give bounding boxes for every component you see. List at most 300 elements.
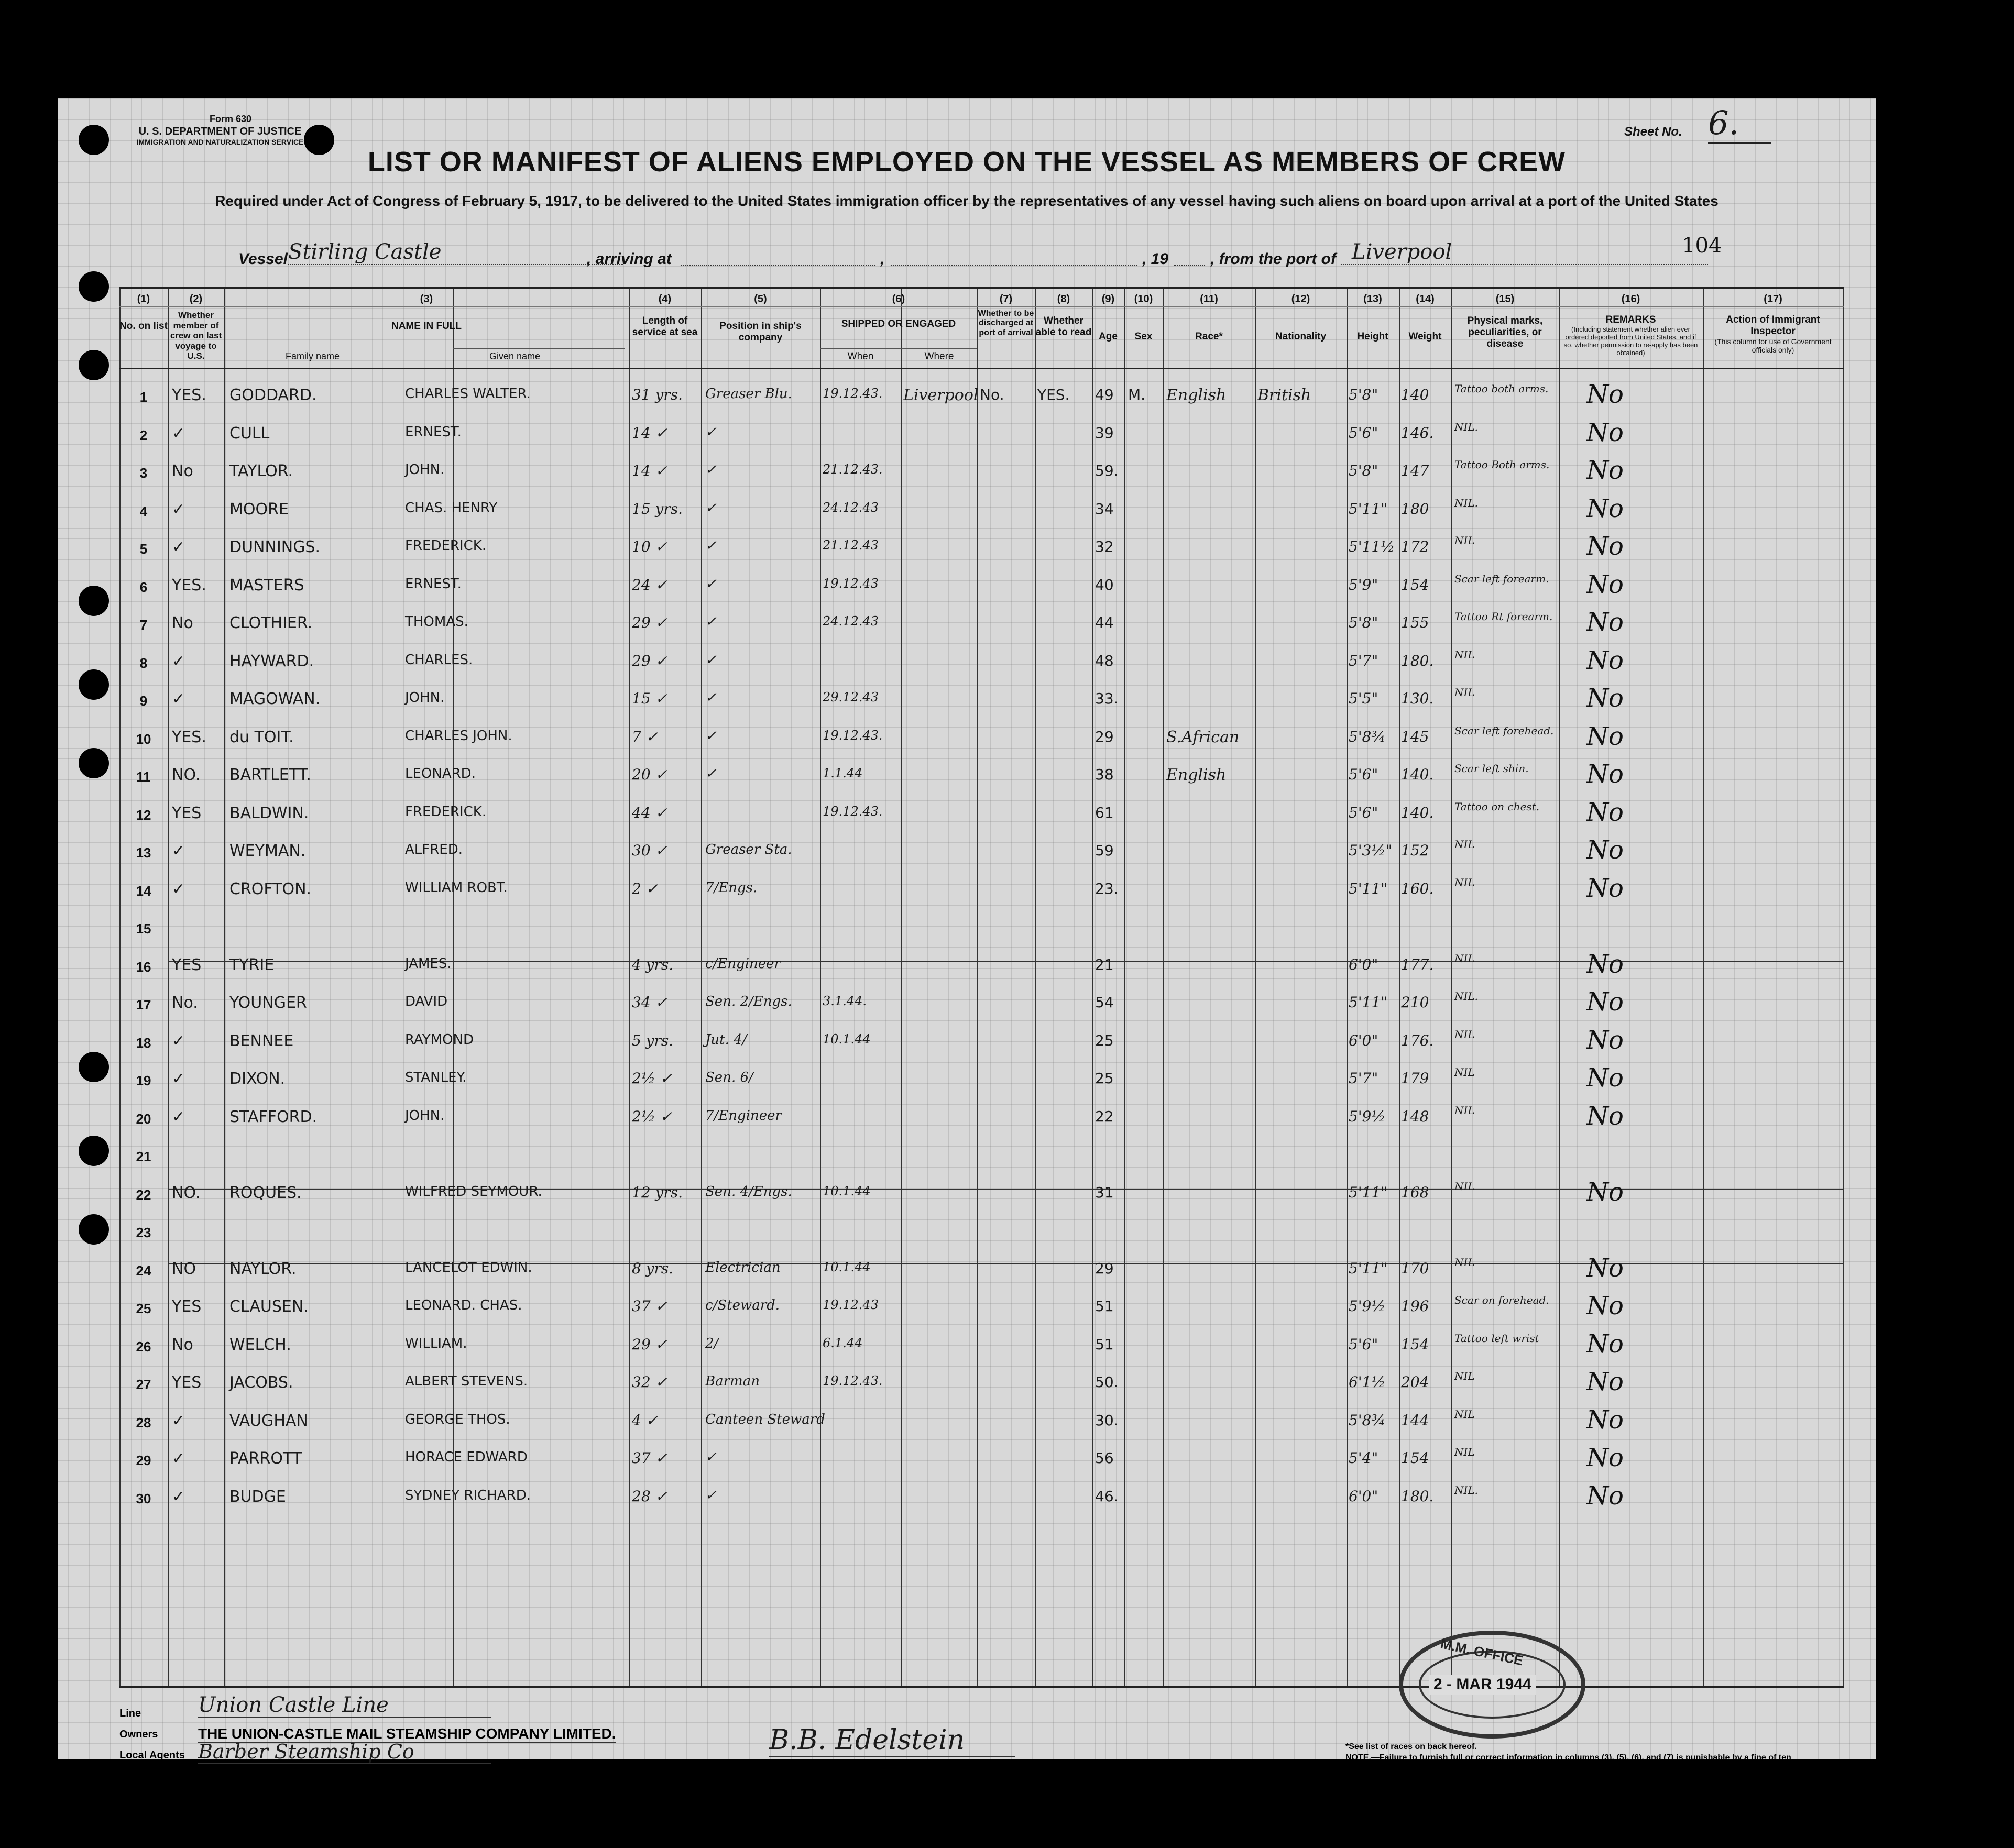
- vessel-name: Stirling Castle: [288, 240, 623, 265]
- cell-family-name: BARTLETT.: [229, 766, 311, 784]
- table-row: [119, 1255, 1844, 1292]
- cell-shipped-when: 19.12.43: [823, 576, 879, 591]
- cell-age: 39: [1095, 424, 1114, 442]
- table-row: [119, 1064, 1844, 1102]
- cell-position: ✓: [705, 690, 717, 706]
- column-header-prev-voyage: Whether member of crew on last voyage to U.S.: [170, 310, 222, 361]
- cell-given-name: WILFRED SEYMOUR.: [405, 1183, 542, 1200]
- cell-service: 15 ✓: [632, 690, 667, 707]
- cell-given-name: ERNEST.: [405, 424, 462, 440]
- cell-service: 14 ✓: [632, 424, 667, 442]
- cell-prev-voyage: NO.: [172, 766, 201, 784]
- column-number: (3): [420, 293, 433, 305]
- cell-service: 8 yrs.: [632, 1259, 674, 1277]
- cell-weight: 176.: [1401, 1031, 1434, 1049]
- punch-hole: [79, 1052, 109, 1082]
- cell-physical-marks: [1454, 1142, 1558, 1176]
- manifest-sheet: [58, 98, 1876, 1789]
- cell-race: S.African: [1166, 728, 1240, 746]
- cell-service: 29 ✓: [632, 1335, 667, 1353]
- cell-shipped-when: 19.12.43.: [823, 804, 883, 819]
- owners-value: THE UNION-CASTLE MAIL STEAMSHIP COMPANY LIMITED.: [198, 1725, 616, 1743]
- cell-row-number: 28: [136, 1414, 151, 1431]
- cell-position: Greaser Blu.: [705, 386, 792, 402]
- cell-shipped-when: 6.1.44: [823, 1335, 863, 1350]
- cell-row-number: 9: [139, 693, 148, 709]
- manifest-footer: [119, 1686, 1844, 1789]
- cell-age: 46.: [1095, 1487, 1119, 1505]
- cell-age: 56: [1095, 1449, 1114, 1467]
- cell-physical-marks: [1454, 915, 1558, 948]
- cell-weight: 168: [1401, 1183, 1429, 1201]
- cell-position: ✓: [705, 500, 717, 516]
- cell-height: 6'1½: [1349, 1373, 1386, 1391]
- table-row: [119, 875, 1844, 912]
- cell-position: ✓: [705, 614, 717, 630]
- column-number: (2): [189, 293, 203, 305]
- from-port: Liverpool: [1341, 240, 1708, 265]
- cell-remarks: No: [1586, 1481, 1624, 1511]
- cell-height: 6'0": [1349, 1487, 1378, 1505]
- cell-age: 40: [1095, 576, 1114, 593]
- table-row: [119, 533, 1844, 570]
- cell-family-name: GODDARD.: [229, 386, 317, 404]
- cell-weight: 210: [1401, 994, 1429, 1011]
- cell-service: 29 ✓: [632, 614, 667, 631]
- cell-remarks: No: [1586, 1025, 1624, 1055]
- cell-shipped-when: 10.1.44: [823, 1031, 871, 1047]
- cell-position: ✓: [705, 1449, 717, 1465]
- cell-physical-marks: NIL: [1454, 876, 1475, 889]
- cell-shipped-when: 21.12.43.: [823, 462, 883, 477]
- subheader-family-name: Family name: [285, 351, 340, 361]
- cell-age: 54: [1095, 994, 1114, 1011]
- cell-row-number: 5: [139, 541, 148, 557]
- cell-family-name: CROFTON.: [229, 879, 312, 898]
- cell-physical-marks: Tattoo Both arms.: [1454, 458, 1550, 471]
- punch-hole: [79, 669, 109, 700]
- cell-given-name: CHARLES WALTER.: [405, 386, 531, 402]
- cell-prev-voyage: ✓: [172, 1031, 185, 1050]
- cell-height: 5'8¾: [1349, 728, 1386, 745]
- cell-given-name: JOHN.: [405, 690, 445, 706]
- cell-age: 21: [1095, 955, 1114, 973]
- cell-row-number: 4: [139, 503, 148, 519]
- cell-prev-voyage: No: [172, 614, 193, 632]
- cell-remarks: No: [1586, 493, 1624, 523]
- cell-weight: 196: [1401, 1297, 1429, 1315]
- cell-service: 15 yrs.: [632, 500, 683, 518]
- column-header-discharged: Whether to be discharged at port of arrival: [978, 309, 1034, 337]
- column-header-marks: Physical marks, peculiarities, or disease: [1467, 315, 1543, 349]
- cell-family-name: BUDGE: [229, 1487, 286, 1506]
- cell-prev-voyage: YES: [172, 1373, 202, 1392]
- table-row: [119, 419, 1844, 457]
- cell-remarks: No: [1586, 721, 1624, 751]
- cell-family-name: WEYMAN.: [229, 842, 306, 860]
- cell-physical-marks: NIL: [1454, 1066, 1475, 1079]
- table-row: [119, 1482, 1844, 1520]
- cell-service: 2½ ✓: [632, 1070, 673, 1087]
- cell-position: ✓: [705, 462, 717, 478]
- cell-age: 31: [1095, 1183, 1114, 1201]
- cell-row-number: 21: [136, 1149, 151, 1164]
- cell-family-name: DIXON.: [229, 1070, 286, 1088]
- punch-hole: [79, 350, 109, 380]
- cell-physical-marks: Scar on forehead.: [1454, 1294, 1549, 1306]
- cell-age: 29: [1095, 728, 1114, 745]
- cell-height: 5'9½: [1349, 1107, 1386, 1125]
- column-number: (10): [1134, 293, 1153, 305]
- cell-shipped-when: 24.12.43: [823, 614, 879, 629]
- cell-shipped-when: 10.1.44: [823, 1183, 871, 1198]
- cell-read: YES.: [1037, 386, 1070, 403]
- cell-given-name: GEORGE THOS.: [405, 1411, 510, 1427]
- cell-row-number: 19: [136, 1073, 151, 1088]
- owners-label: Owners: [119, 1729, 158, 1740]
- cell-service: 2 ✓: [632, 879, 659, 897]
- cell-physical-marks: NIL: [1454, 1104, 1475, 1117]
- cell-height: 5'11": [1349, 879, 1388, 897]
- cell-family-name: TAYLOR.: [229, 462, 293, 480]
- column-header-action: Action of Immigrant Inspector: [1726, 314, 1820, 337]
- cell-given-name: ERNEST.: [405, 576, 462, 592]
- table-row: [119, 1179, 1844, 1216]
- cell-family-name: STAFFORD.: [229, 1107, 318, 1126]
- cell-row-number: 17: [136, 997, 151, 1013]
- page-subtitle: Required under Act of Congress of February 5, 1917, to be delivered to the United States immigration officer by the representatives of any vessel having such aliens on board upon arrival at a port of the United States: [215, 193, 1719, 209]
- cell-prev-voyage: ✓: [172, 500, 185, 519]
- cell-position: ✓: [705, 728, 717, 744]
- cell-service: 30 ✓: [632, 842, 667, 859]
- table-row: [119, 761, 1844, 798]
- cell-physical-marks: NIL: [1454, 1028, 1475, 1041]
- cell-height: 5'6": [1349, 804, 1378, 821]
- column-header-no: No. on list: [119, 321, 168, 332]
- cell-service: 34 ✓: [632, 994, 667, 1011]
- cell-position: c/Engineer: [705, 955, 781, 972]
- cell-prev-voyage: ✓: [172, 842, 185, 860]
- punch-hole: [79, 748, 109, 778]
- cell-remarks: No: [1586, 1177, 1624, 1207]
- page-title: LIST OR MANIFEST OF ALIENS EMPLOYED ON THE VESSEL AS MEMBERS OF CREW: [367, 146, 1566, 178]
- cell-remarks: No: [1586, 645, 1624, 675]
- cell-row-number: 24: [136, 1262, 151, 1279]
- cell-remarks: No: [1586, 1443, 1624, 1472]
- cell-physical-marks: Tattoo Rt forearm.: [1454, 610, 1553, 623]
- cell-remarks: No: [1586, 1253, 1624, 1283]
- cell-physical-marks: NIL: [1454, 838, 1475, 851]
- column-header-age: Age: [1099, 331, 1118, 342]
- cell-given-name: JAMES.: [405, 955, 452, 972]
- table-row: [119, 1368, 1844, 1406]
- table-row: [119, 912, 1844, 950]
- cell-weight: 145: [1401, 728, 1429, 745]
- cell-service: 4 yrs.: [632, 955, 674, 973]
- table-row: [119, 571, 1844, 609]
- cell-weight: 154: [1401, 1449, 1429, 1467]
- cell-height: 5'11": [1349, 1183, 1388, 1201]
- cell-family-name: YOUNGER: [229, 994, 307, 1012]
- cell-family-name: BALDWIN.: [229, 804, 309, 822]
- cell-height: 5'8": [1349, 462, 1378, 479]
- cell-shipped-when: 3.1.44.: [823, 994, 867, 1008]
- cell-age: 30.: [1095, 1411, 1119, 1429]
- cell-age: 59.: [1095, 462, 1119, 479]
- cell-physical-marks: NIL: [1454, 1446, 1475, 1458]
- cell-weight: 152: [1401, 842, 1429, 859]
- cell-weight: 155: [1401, 614, 1429, 631]
- table-row: [119, 609, 1844, 646]
- cell-prev-voyage: NO.: [172, 1183, 201, 1202]
- column-header-height: Height: [1357, 331, 1388, 342]
- table-row: [119, 647, 1844, 685]
- cell-remarks: No: [1586, 456, 1624, 485]
- cell-height: 5'6": [1349, 1335, 1378, 1353]
- cell-service: 14 ✓: [632, 462, 667, 479]
- column-number: (17): [1764, 293, 1782, 305]
- cell-remarks: No: [1586, 987, 1624, 1017]
- column-header-shipped: SHIPPED OR ENGAGED: [841, 318, 956, 329]
- cell-remarks: No: [1586, 760, 1624, 789]
- cell-weight: 140.: [1401, 804, 1434, 821]
- cell-service: 5 yrs.: [632, 1031, 674, 1049]
- cell-weight: 154: [1401, 576, 1429, 593]
- cell-prev-voyage: YES: [172, 804, 202, 822]
- cell-row-number: 26: [136, 1338, 151, 1355]
- cell-family-name: PARROTT: [229, 1449, 302, 1468]
- table-row: [119, 495, 1844, 533]
- cell-position: ✓: [705, 538, 717, 554]
- cell-position: ✓: [705, 424, 717, 440]
- cell-shipped-when: 19.12.43.: [823, 1373, 883, 1388]
- cell-shipped-when: 19.12.43.: [823, 728, 883, 743]
- cell-age: 50.: [1095, 1373, 1119, 1391]
- cell-weight: 140: [1401, 386, 1429, 403]
- column-number: (15): [1495, 293, 1515, 305]
- cell-family-name: MASTERS: [229, 576, 304, 595]
- inspector-signature: B.B. Edelstein: [769, 1724, 1015, 1757]
- cell-age: 34: [1095, 500, 1114, 518]
- cell-prev-voyage: ✓: [172, 538, 185, 556]
- cell-row-number: 18: [136, 1035, 151, 1051]
- cell-weight: 148: [1401, 1107, 1429, 1125]
- cell-given-name: RAYMOND: [405, 1031, 474, 1048]
- cell-service: 29 ✓: [632, 652, 667, 669]
- cell-remarks: No: [1586, 797, 1624, 827]
- cell-physical-marks: Tattoo on chest.: [1454, 800, 1540, 813]
- cell-remarks: No: [1586, 380, 1624, 409]
- year-label: ,: [880, 250, 885, 268]
- cell-service: 32 ✓: [632, 1373, 667, 1391]
- cell-row-number: 22: [136, 1186, 151, 1203]
- cell-position: 7/Engs.: [705, 879, 758, 896]
- column-header-sex: Sex: [1134, 331, 1153, 342]
- cell-position: c/Steward.: [705, 1297, 780, 1313]
- column-number: (16): [1621, 293, 1640, 305]
- cell-age: 38: [1095, 766, 1114, 783]
- cell-family-name: ROQUES.: [229, 1183, 302, 1202]
- cell-age: 32: [1095, 538, 1114, 555]
- cell-remarks: No: [1586, 569, 1624, 599]
- cell-service: 37 ✓: [632, 1449, 667, 1467]
- cell-given-name: SYDNEY RICHARD.: [405, 1487, 531, 1503]
- cell-given-name: ALFRED.: [405, 842, 463, 857]
- cell-family-name: NAYLOR.: [229, 1259, 297, 1278]
- cell-shipped-when: 19.12.43.: [823, 386, 883, 401]
- cell-physical-marks: Scar left forearm.: [1454, 572, 1549, 585]
- crew-table: [119, 287, 1844, 1688]
- cell-position: Barman: [705, 1373, 760, 1389]
- table-row: [119, 1444, 1844, 1482]
- cell-position: Greaser Sta.: [705, 842, 792, 857]
- cell-remarks: No: [1586, 949, 1624, 979]
- cell-given-name: ALBERT STEVENS.: [405, 1373, 528, 1389]
- cell-row-number: 23: [136, 1225, 151, 1240]
- cell-weight: 177.: [1401, 955, 1434, 973]
- inspector-label: Immigrant Inspector.: [905, 1760, 999, 1770]
- cell-prev-voyage: No.: [172, 994, 198, 1012]
- cell-given-name: CHARLES JOHN.: [405, 728, 512, 744]
- cell-age: 29: [1095, 1259, 1114, 1277]
- cell-family-name: VAUGHAN: [229, 1411, 308, 1430]
- column-number: (7): [999, 293, 1013, 305]
- table-row: [119, 685, 1844, 722]
- from-port-label: , from the port of: [1210, 250, 1336, 268]
- cell-row-number: 11: [136, 769, 151, 785]
- table-row: [119, 1216, 1844, 1254]
- cell-weight: 147: [1401, 462, 1429, 479]
- stamp-date: 2 - MAR 1944: [1429, 1675, 1536, 1695]
- column-number: (1): [137, 293, 150, 305]
- cell-row-number: 16: [136, 959, 151, 975]
- cell-family-name: CLAUSEN.: [229, 1297, 309, 1316]
- table-row: [119, 1140, 1844, 1178]
- cell-position: 7/Engineer: [705, 1107, 782, 1124]
- cell-shipped-when: 21.12.43: [823, 538, 879, 553]
- cell-remarks: No: [1586, 873, 1624, 903]
- cell-remarks: No: [1586, 835, 1624, 865]
- cell-given-name: CHARLES.: [405, 652, 473, 668]
- cell-age: 44: [1095, 614, 1114, 631]
- cell-height: 5'8": [1349, 386, 1378, 403]
- cell-age: 25: [1095, 1031, 1114, 1049]
- arriving-label: , arriving at: [587, 250, 672, 268]
- cell-height: 5'11½: [1349, 538, 1395, 555]
- cell-prev-voyage: YES.: [172, 728, 206, 746]
- cell-height: 5'11": [1349, 1259, 1388, 1277]
- cell-family-name: CULL: [229, 424, 270, 443]
- cell-row-number: 29: [136, 1453, 151, 1468]
- cell-physical-marks: NIL: [1454, 1407, 1475, 1421]
- column-number: (5): [754, 293, 767, 305]
- cell-height: 5'3½": [1349, 842, 1393, 859]
- cell-remarks: No: [1586, 1291, 1624, 1321]
- cell-prev-voyage: ✓: [172, 1449, 185, 1468]
- cell-height: 5'4": [1349, 1449, 1378, 1467]
- list-number: 104: [1682, 234, 1722, 258]
- column-number: (8): [1057, 293, 1070, 305]
- cell-row-number: 14: [136, 883, 151, 899]
- cell-age: 59: [1095, 842, 1114, 859]
- cell-weight: 160.: [1401, 879, 1434, 897]
- cell-given-name: LEONARD.: [405, 766, 476, 782]
- cell-weight: 172: [1401, 538, 1429, 555]
- cell-position: ✓: [705, 576, 717, 592]
- cell-service: 4 ✓: [632, 1411, 659, 1429]
- cell-service: 31 yrs.: [632, 386, 683, 403]
- table-row: [119, 457, 1844, 494]
- cell-prev-voyage: ✓: [172, 1070, 185, 1088]
- cell-weight: 204: [1401, 1373, 1429, 1391]
- agents-value: Barber Steamship Co: [198, 1740, 491, 1764]
- arriving-field: [681, 265, 875, 266]
- cell-age: 61: [1095, 804, 1114, 821]
- cell-row-number: 7: [139, 617, 148, 633]
- cell-shipped-when: 1.1.44: [823, 766, 863, 780]
- cell-age: 51: [1095, 1297, 1114, 1315]
- cell-physical-marks: NIL: [1454, 952, 1475, 965]
- cell-service: 2½ ✓: [632, 1107, 673, 1125]
- cell-weight: 144: [1401, 1411, 1429, 1429]
- cell-given-name: FREDERICK.: [405, 804, 487, 820]
- cell-physical-marks: Scar left shin.: [1454, 762, 1529, 775]
- failure-note: NOTE.—Failure to furnish full or correct information in columns (3), (5), (6), and (7) is punishable by a fine of ten dollars for each alien. See other side.: [1345, 1753, 1791, 1773]
- cell-prev-voyage: ✓: [172, 1411, 185, 1430]
- cell-height: 5'8": [1349, 614, 1378, 631]
- cell-position: Sen. 6/: [705, 1070, 753, 1085]
- stamp-top-text: M.M. OFFICE: [1439, 1635, 1525, 1669]
- cell-shipped-when: 24.12.43: [823, 500, 879, 515]
- cell-position: Electrician: [705, 1259, 781, 1275]
- punch-hole: [79, 1136, 109, 1166]
- line-value: Union Castle Line: [198, 1693, 491, 1718]
- cell-given-name: JOHN.: [405, 1107, 445, 1124]
- subheader-where: Where: [924, 351, 954, 362]
- cell-given-name: WILLIAM ROBT.: [405, 879, 508, 896]
- cell-prev-voyage: NO: [172, 1259, 196, 1278]
- cell-height: 5'9": [1349, 576, 1378, 593]
- column-number: (11): [1200, 293, 1218, 305]
- table-row: [119, 1330, 1844, 1368]
- sheet-number-label: Sheet No.: [1624, 125, 1682, 139]
- cell-height: 5'8¾: [1349, 1411, 1386, 1429]
- column-number: (9): [1101, 293, 1115, 305]
- cell-weight: 154: [1401, 1335, 1429, 1353]
- cell-weight: 146.: [1401, 424, 1434, 442]
- cell-age: 51: [1095, 1335, 1114, 1353]
- cell-physical-marks: NIL.: [1454, 420, 1479, 433]
- cell-physical-marks: NIL.: [1454, 990, 1479, 1003]
- column-header-read: Whether able to read: [1035, 315, 1092, 338]
- arriving-date-field: [891, 265, 1137, 266]
- cell-age: 23.: [1095, 879, 1119, 897]
- cell-family-name: CLOTHIER.: [229, 614, 313, 632]
- cell-service: 24 ✓: [632, 576, 667, 593]
- cell-nationality: British: [1257, 386, 1311, 404]
- cell-weight: 130.: [1401, 690, 1434, 707]
- table-row: [119, 951, 1844, 988]
- cell-row-number: 10: [136, 731, 151, 747]
- service-name: IMMIGRATION AND NATURALIZATION SERVICE: [136, 138, 304, 146]
- table-row: [119, 1027, 1844, 1064]
- cell-physical-marks: NIL: [1454, 648, 1475, 661]
- cell-age: 22: [1095, 1107, 1114, 1125]
- cell-row-number: 27: [136, 1377, 151, 1392]
- cell-age: 25: [1095, 1070, 1114, 1087]
- cell-remarks: No: [1586, 417, 1624, 447]
- punch-hole: [79, 1214, 109, 1245]
